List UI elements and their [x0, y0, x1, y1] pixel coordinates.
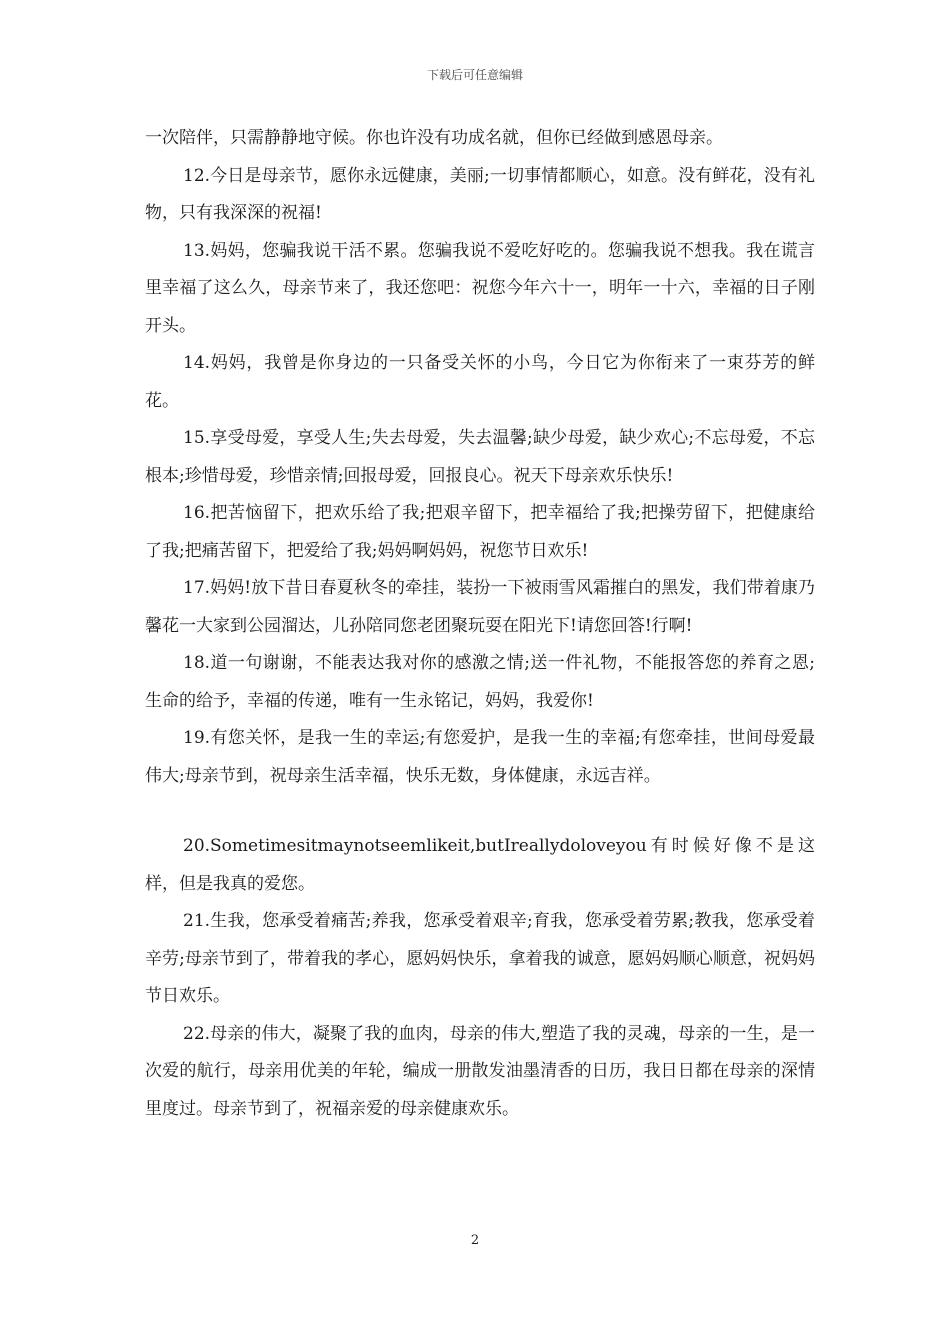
- paragraph-21: 21.生我，您承受着痛苦;养我，您承受着艰辛;育我，您承受着劳累;教我，您承受着辛劳;母亲节到了，带着我的孝心，愿妈妈快乐，拿着我的诚意，愿妈妈顺心顺意，祝妈妈节日欢乐。: [145, 911, 815, 1006]
- paragraph-19: 19.有您关怀，是我一生的幸运;有您爱护，是我一生的幸福;有您牵挂，世间母爱最伟大;母亲节到，祝母亲生活幸福，快乐无数，身体健康，永远吉祥。: [145, 728, 815, 786]
- paragraph-12: 12.今日是母亲节，愿你永远健康，美丽;一切事情都顺心，如意。没有鲜花，没有礼物，只有我深深的祝福!: [145, 165, 815, 223]
- paragraph-20: 20.Sometimesitmaynotseemlikeit,butIreallydoloveyou有时候好像不是这样，但是我真的爱您。: [145, 836, 815, 894]
- page-number: 2: [470, 1233, 480, 1248]
- paragraph-22: 22.母亲的伟大，凝聚了我的血肉，母亲的伟大,塑造了我的灵魂，母亲的一生，是一次爱的航行，母亲用优美的年轮，编成一册散发油墨清香的日历，我日日都在母亲的深情里度过。母亲节到了，祝福亲爱的母亲健康欢乐。: [145, 1023, 815, 1119]
- paragraph-continuation: 一次陪伴，只需静静地守候。你也许没有功成名就，但你已经做到感恩母亲。: [145, 128, 723, 148]
- paragraph-17: 17.妈妈!放下昔日春夏秋冬的牵挂，装扮一下被雨雪风霜摧白的黑发，我们带着康乃馨花一大家到公园溜达，儿孙陪同您老团聚玩耍在阳光下!请您回答!行啊!: [145, 578, 815, 636]
- paragraph-18: 18.道一句谢谢，不能表达我对你的感激之情;送一件礼物，不能报答您的养育之恩;生命的给予，幸福的传递，唯有一生永铭记，妈妈，我爱你!: [145, 653, 815, 711]
- paragraph-15: 15.享受母爱，享受人生;失去母爱，失去温馨;缺少母爱，缺少欢心;不忘母爱，不忘根本;珍惜母爱，珍惜亲情;回报母爱，回报良心。祝天下母亲欢乐快乐!: [145, 428, 815, 486]
- paragraph-spacer: [145, 795, 815, 828]
- paragraph-14: 14.妈妈，我曾是你身边的一只备受关怀的小鸟，今日它为你衔来了一束芬芳的鲜花。: [145, 353, 815, 411]
- document-body: [145, 120, 815, 1128]
- page-header: 下载后可任意编辑: [426, 68, 523, 82]
- paragraph-16: 16.把苦恼留下，把欢乐给了我;把艰辛留下，把幸福给了我;把操劳留下，把健康给了我;把痛苦留下，把爱给了我;妈妈啊妈妈，祝您节日欢乐!: [145, 503, 815, 561]
- paragraph-13: 13.妈妈，您骗我说干活不累。您骗我说不爱吃好吃的。您骗我说不想我。我在谎言里幸福了这么久，母亲节来了，我还您吧：祝您今年六十一，明年一十六，幸福的日子刚开头。: [145, 240, 815, 336]
